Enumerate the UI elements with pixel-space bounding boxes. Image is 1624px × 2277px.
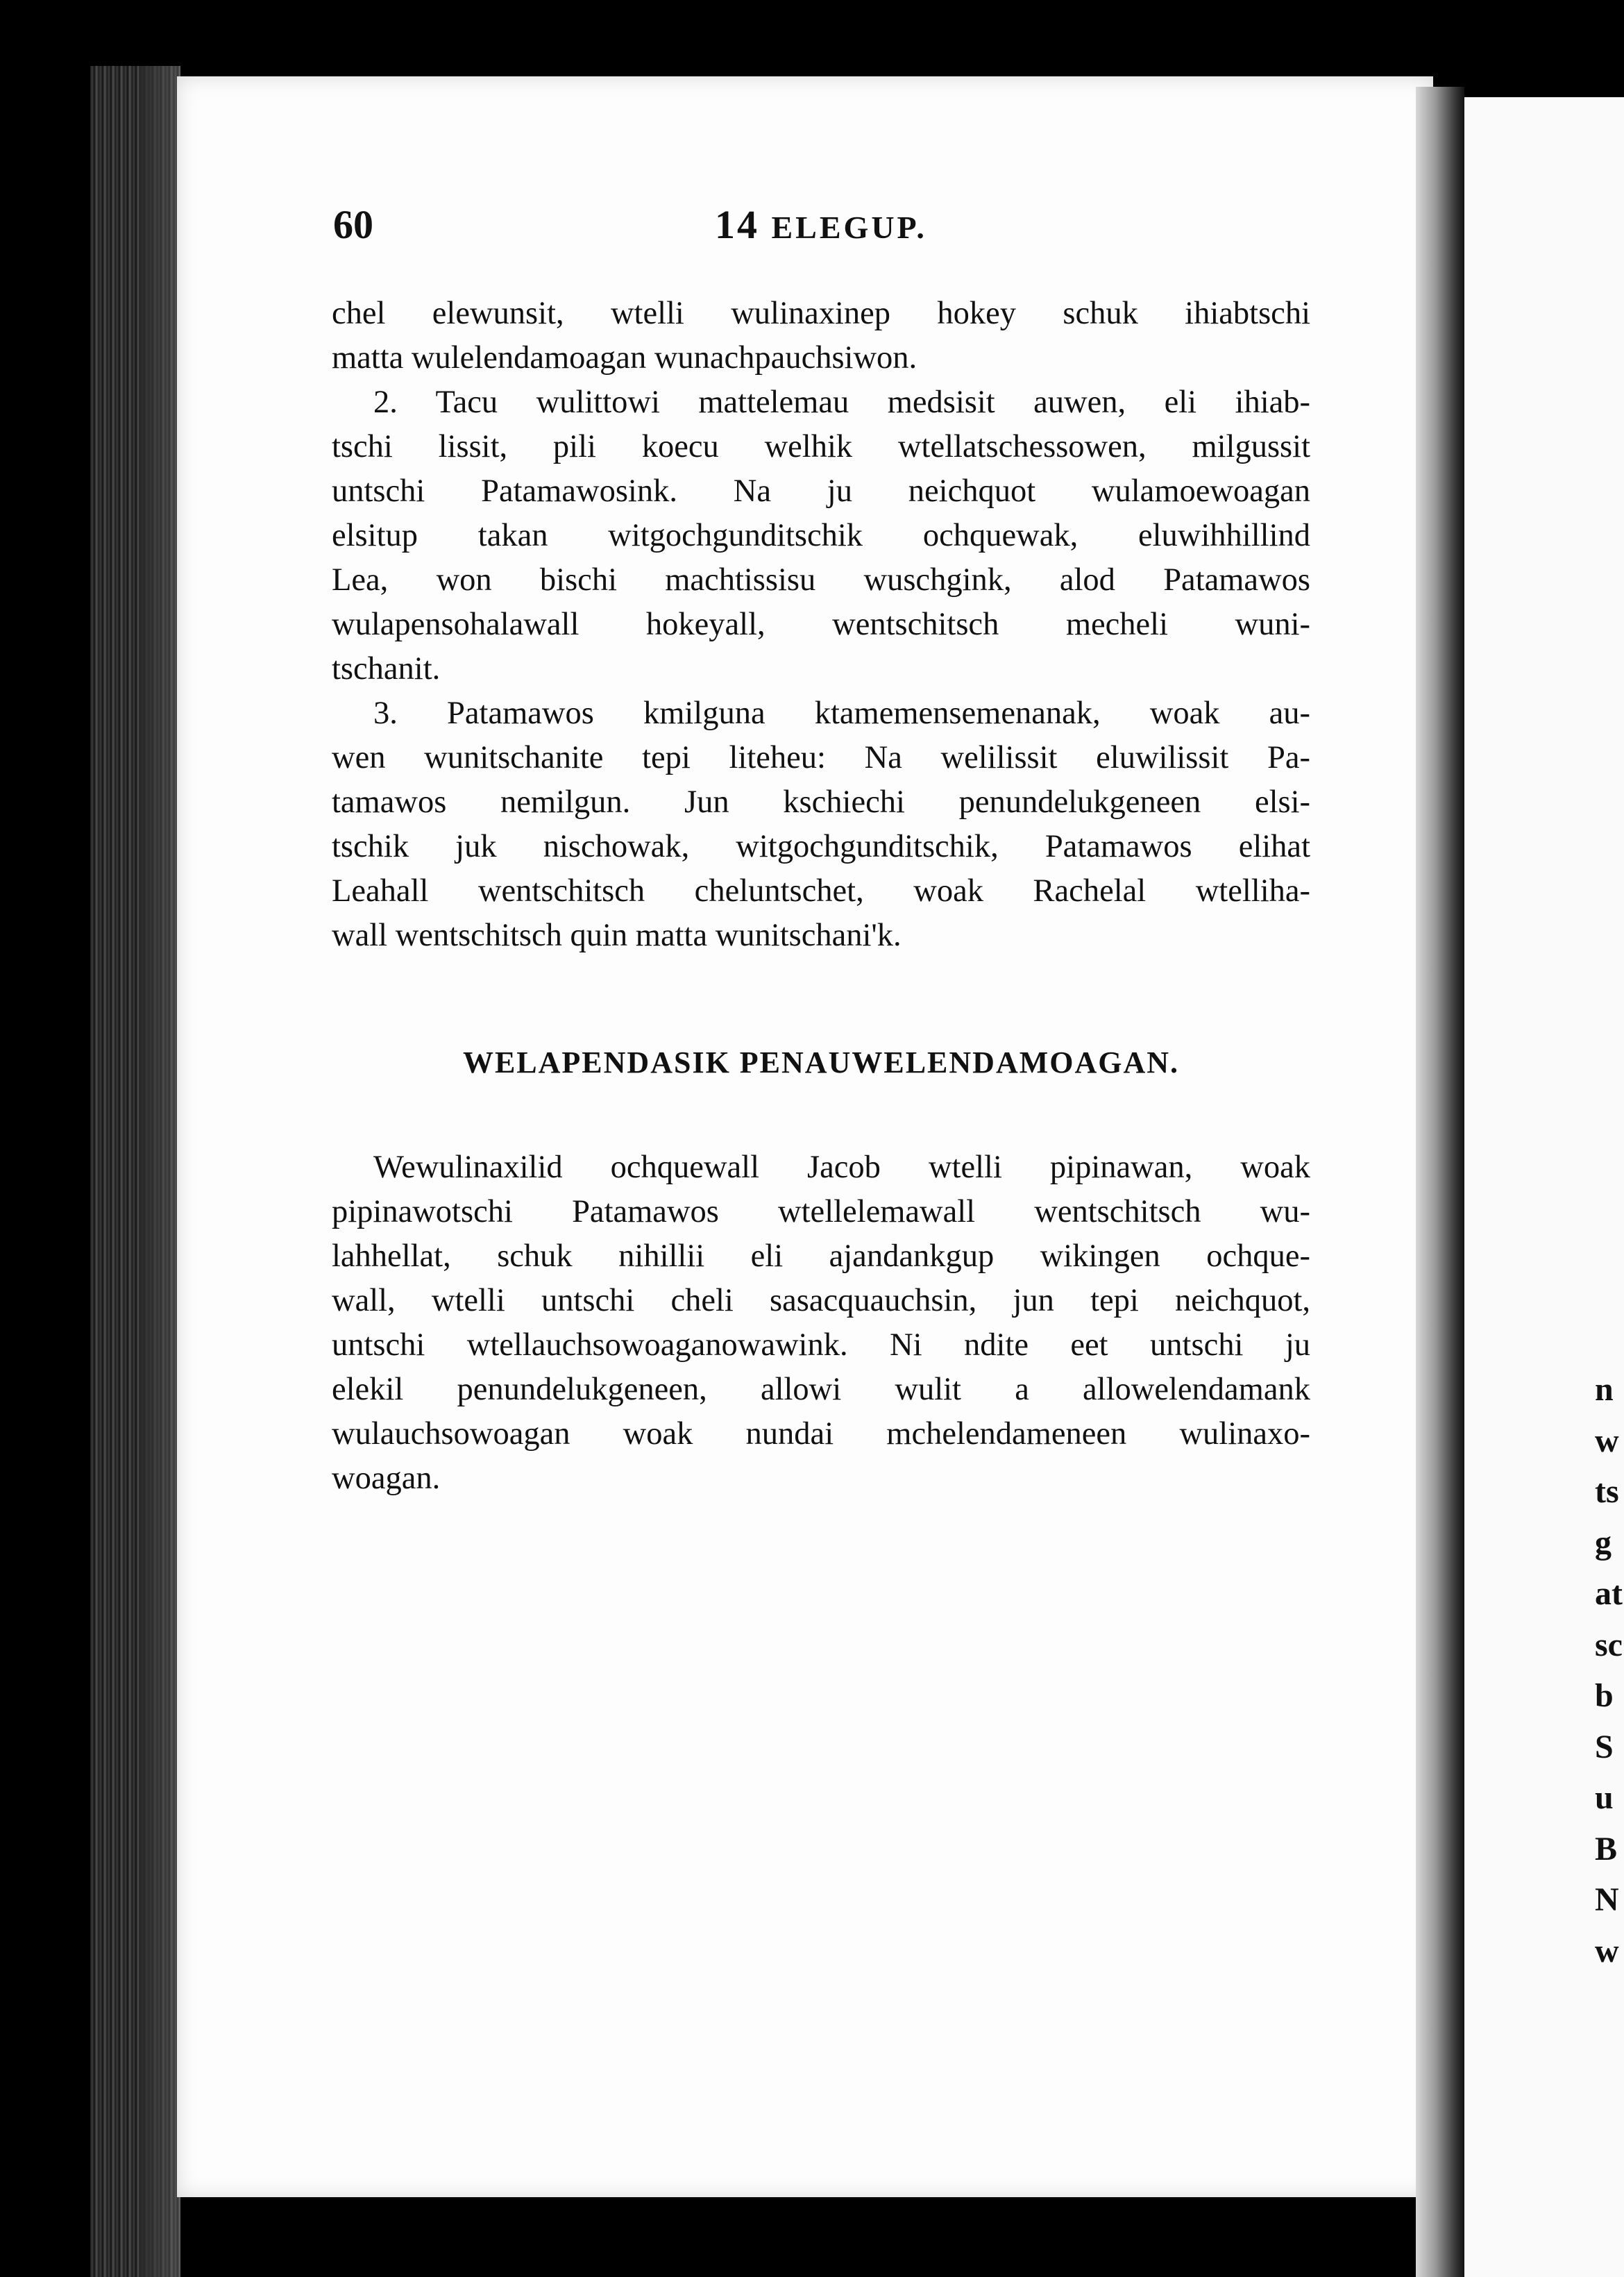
text-line: wulapensohalawall hokeyall, wentschitsch mecheli wuni- — [332, 607, 1310, 642]
text-line: tschik juk nischowak, witgochgunditschik, Patamawos elihat — [332, 829, 1310, 864]
chapter-number: 14 — [715, 202, 759, 247]
text-line: matta wulelendamoagan wunachpauchsiwon. — [332, 340, 917, 376]
fragment: ts — [1595, 1473, 1619, 1510]
chapter-word: ELEGUP. — [771, 210, 927, 245]
text-line: wall wentschitsch quin matta wunitschani'k. — [332, 918, 902, 953]
text-line: elsitup takan witgochgunditschik ochquewak, eluwihhillind — [332, 518, 1310, 553]
text-line: tamawos nemilgun. Jun kschiechi penundelukgeneen elsi- — [332, 784, 1310, 820]
fragment: b — [1595, 1677, 1614, 1714]
text-line: Leahall wentschitsch cheluntschet, woak Rachelal wtelliha- — [332, 873, 1310, 909]
fragment: N — [1595, 1881, 1619, 1918]
text-line: tschanit. — [332, 651, 441, 687]
text-line: chel elewunsit, wtelli wulinaxinep hokey schuk ihiabtschi — [332, 296, 1310, 331]
text-line: 3. Patamawos kmilguna ktamemensemenanak, woak au- — [373, 696, 1310, 731]
fragment: n — [1595, 1371, 1614, 1408]
text-line: wen wunitschanite tepi liteheu: Na welilissit eluwilissit Pa- — [332, 740, 1310, 775]
text-line: untschi Patamawosink. Na ju neichquot wulamoewoagan — [332, 473, 1310, 509]
passage-text — [332, 292, 1310, 958]
text-line: pipinawotschi Patamawos wtellelemawall wentschitsch wu- — [332, 1194, 1310, 1229]
fragment: B — [1595, 1830, 1618, 1867]
fragment: u — [1595, 1779, 1614, 1816]
page-number: 60 — [333, 202, 373, 247]
section-heading: WELAPENDASIK PENAUWELENDAMOAGAN. — [462, 1045, 1180, 1079]
text-line: elekil penundelukgeneen, allowi wulit a allowelendamank — [332, 1372, 1310, 1407]
page-gutter — [1416, 87, 1464, 2277]
running-head — [333, 201, 1305, 257]
next-page-fragments — [1595, 1364, 1624, 1976]
text-line: Lea, won bischi machtissisu wuschgink, alod Patamawos — [332, 562, 1310, 598]
text-line: Wewulinaxilid ochquewall Jacob wtelli pipinawan, woak — [373, 1150, 1310, 1185]
fragment: S — [1595, 1728, 1614, 1765]
fragment: sc — [1595, 1626, 1623, 1663]
text-line: woagan. — [332, 1461, 441, 1496]
text-line: wulauchsowoagan woak nundai mchelendameneen wulinaxo- — [332, 1416, 1310, 1452]
text-line: tschi lissit, pili koecu welhik wtellatschessowen, milgussit — [332, 429, 1310, 464]
binding-shadow — [139, 66, 180, 2277]
fragment: at — [1595, 1575, 1623, 1612]
text-line: 2. Tacu wulittowi mattelemau medsisit auwen, eli ihiab- — [373, 385, 1310, 420]
fragment: g — [1595, 1524, 1612, 1561]
fragment: w — [1595, 1932, 1619, 1969]
text-line: lahhellat, schuk nihillii eli ajandankgup wikingen ochque- — [332, 1238, 1310, 1274]
section-text — [332, 1145, 1310, 1501]
text-line: wall, wtelli untschi cheli sasacquauchsin, jun tepi neichquot, — [332, 1283, 1310, 1318]
chapter-title — [715, 201, 927, 248]
fragment: w — [1595, 1422, 1619, 1459]
text-line: untschi wtellauchsowoaganowawink. Ni ndite eet untschi ju — [332, 1327, 1310, 1363]
